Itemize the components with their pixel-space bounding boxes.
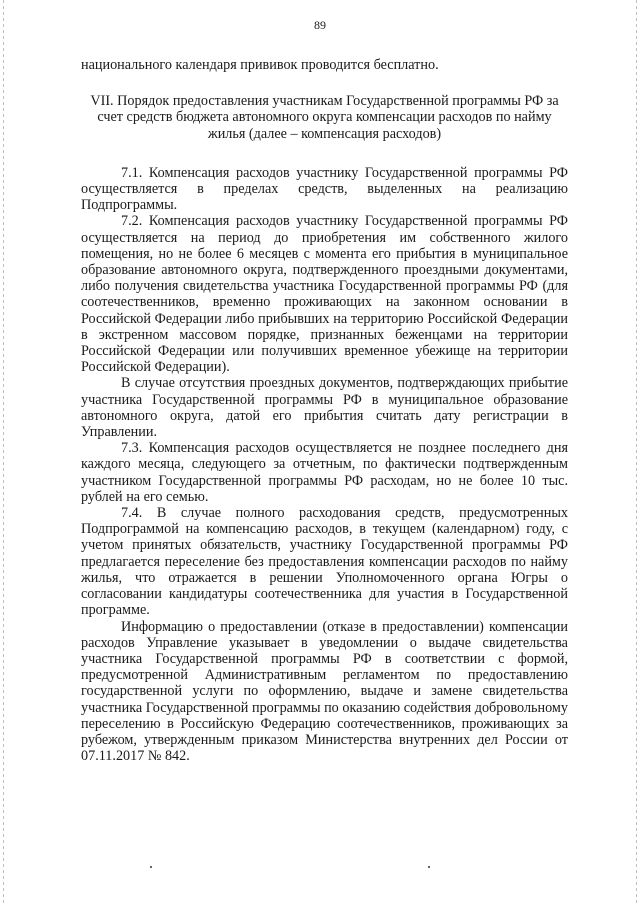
scan-edge-left (3, 0, 4, 905)
paragraph-7-4: 7.4. В случае полного расходования средств, предусмотренных Подпрограммой на компенсацию расходов, в текущем (календарном) году, с учетом принятых обязательств, участнику Государственной программы РФ предлагается переселение без предоставления компенсации расходов по найму жилья, что отражается в решении Уполномоченного органа Югры о согласовании кандидатуры соотечественника для участия в Государственной программе. (81, 505, 568, 619)
paragraph-7-1: 7.1. Компенсация расходов участнику Государственной программы РФ осуществляется в пределах средств, выделенных на реализацию Подпрограммы. (81, 164, 568, 214)
document-body (81, 57, 568, 764)
section-heading: VII. Порядок предоставления участникам Государственной программы РФ за счет средств бюджета автономного округа компенсации расходов по найму жилья (далее – компенсация расходов) (90, 93, 559, 142)
continuation-line: национального календаря прививок проводится бесплатно. (81, 57, 439, 73)
page-number: 89 (314, 18, 326, 32)
scan-edge-right (636, 0, 637, 905)
scan-speck (428, 866, 430, 868)
paragraph-7-2: 7.2. Компенсация расходов участнику Государственной программы РФ осуществляется на период до приобретения им собственного жилого помещения, но не более 6 месяцев с момента его прибытия в муниципальное образование автономного округа, подтвержденного проездными документами, либо получения свидетельства участника Государственной программы РФ (для соотечественников, временно проживающих на законном основании в Российской Федерации либо прибывших на территорию Российской Федерации в экстренном массовом порядке, признанных беженцами на территории Российской Федерации или получивших временное убежище на территории Российской Федерации). (81, 213, 568, 376)
scan-speck (150, 866, 152, 868)
paragraph-notification: Информацию о предоставлении (отказе в предоставлении) компенсации расходов Управление указывает в уведомлении о выдаче свидетельства участника Государственной программы РФ в соответствии с формой, предусмотренной Административным регламентом по предоставлению государственной услуги по оформлению, выдаче и замене свидетельства участника Государственной программы по оказанию содействия добровольному переселению в Российскую Федерацию соотечественников, проживающих за рубежом, утвержденным приказом Министерства внутренних дел России от 07.11.2017 № 842. (81, 618, 568, 765)
paragraph-7-3: 7.3. Компенсация расходов осуществляется не позднее последнего дня каждого месяца, следующего за отчетным, по фактически подтвержденным участником Государственной программы РФ расходам, но не более 10 тыс. рублей на его семью. (81, 440, 568, 505)
paragraph-no-documents: В случае отсутствия проездных документов, подтверждающих прибытие участника Государственной программы РФ в муниципальное образование автономного округа, датой его прибытия считать дату регистрации в Управлении. (81, 375, 568, 441)
